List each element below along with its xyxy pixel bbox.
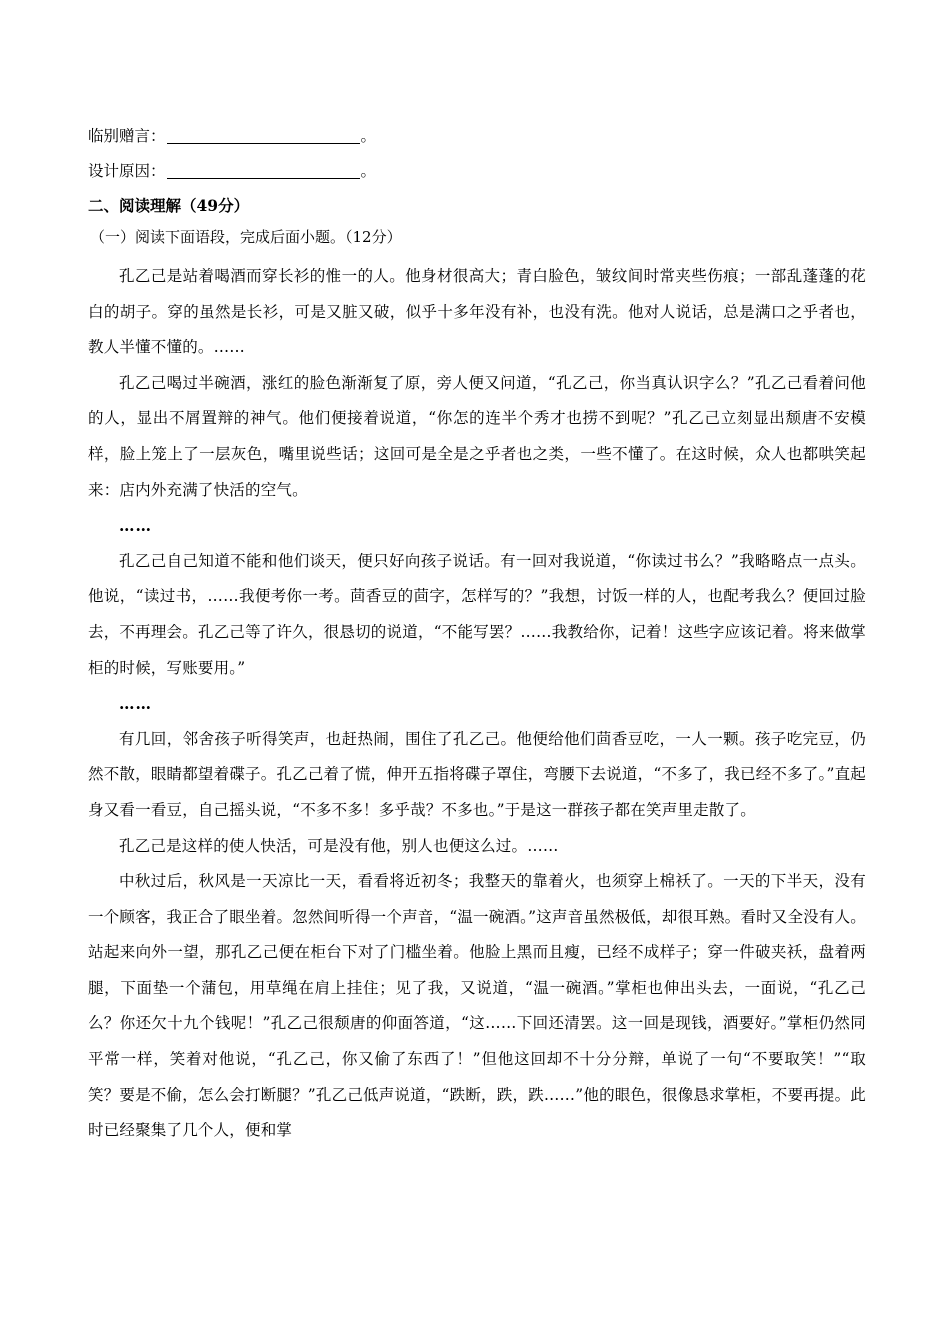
passage-paragraph-2: 孔乙己喝过半碗酒，涨红的脸色渐渐复了原，旁人便又问道，“孔乙己，你当真认识字么？”孔乙己看着问他的人，显出不屑置辩的神气。他们便接着说道，“你怎的连半个秀才也捞不到呢？”孔乙己立刻显出颓唐不安模样，脸上笼上了一层灰色，嘴里说些话；这回可是全是之乎者也之类，一些不懂了。在这时候，众人也都哄笑起来：店内外充满了快活的空气。: [88, 373, 866, 499]
passage-paragraph-4: 有几回，邻舍孩子听得笑声，也赶热闹，围住了孔乙己。他便给他们茴香豆吃，一人一颗。孩子吃完豆，仍然不散，眼睛都望着碟子。孔乙己着了慌，伸开五指将碟子罩住，弯腰下去说道，“不多了，我已经不多了。”直起身又看一看豆，自己摇头说，“不多不多！多乎哉？不多也。”于是这一群孩子都在笑声里走散了。: [88, 729, 866, 819]
design-reason-blank[interactable]: [167, 160, 360, 179]
design-reason-field: [88, 159, 866, 183]
farewell-message-blank[interactable]: [167, 125, 360, 144]
farewell-message-label: 临别赠言：: [88, 127, 166, 145]
section-title: 二、阅读理解（49分）: [88, 196, 250, 215]
passage-paragraph-3: 孔乙己自己知道不能和他们谈天，便只好向孩子说话。有一回对我说道，“你读过书么？”我略略点一点头。他说，“读过书，……我便考你一考。茴香豆的茴字，怎样写的？”我想，讨饭一样的人，也配考我么？便回过脸去，不再理会。孔乙己等了许久，很恳切的说道，“不能写罢？……我教给你，记着！这些字应该记着。将来做掌柜的时候，写账要用。”: [88, 551, 866, 677]
passage-paragraph-1: 孔乙己是站着喝酒而穿长衫的惟一的人。他身材很高大；青白脸色，皱纹间时常夹些伤痕；一部乱蓬蓬的花白的胡子。穿的虽然是长衫，可是又脏又破，似乎十多年没有补，也没有洗。他对人说话，总是满口之乎者也，教人半懂不懂的。……: [88, 267, 866, 357]
farewell-message-end: 。: [360, 127, 377, 145]
passage-separator-2: ……: [119, 694, 152, 714]
farewell-message-field: [88, 124, 866, 148]
design-reason-end: 。: [360, 162, 377, 180]
section-subtitle: （一）阅读下面语段，完成后面小题。（12分）: [90, 228, 402, 246]
design-reason-label: 设计原因：: [88, 162, 166, 180]
passage-paragraph-6: 中秋过后，秋风是一天凉比一天，看看将近初冬；我整天的靠着火，也须穿上棉袄了。一天的下半天，没有一个顾客，我正合了眼坐着。忽然间听得一个声音，“温一碗酒。”这声音虽然极低，却很耳熟。看时又全没有人。站起来向外一望，那孔乙己便在柜台下对了门槛坐着。他脸上黑而且瘦，已经不成样子；穿一件破夹袄，盘着两腿，下面垫一个蒲包，用草绳在肩上挂住；见了我，又说道，“温一碗酒。”掌柜也伸出头去，一面说，“孔乙己么？你还欠十九个钱呢！”孔乙己很颓唐的仰面答道，“这……下回还清罢。这一回是现钱，酒要好。”掌柜仍然同平常一样，笑着对他说，“孔乙己，你又偷了东西了！”但他这回却不十分分辩，单说了一句“不要取笑！”“取笑？要是不偷，怎么会打断腿？”孔乙己低声说道，“跌断，跌，跌……”他的眼色，很像恳求掌柜，不要再提。此时已经聚集了几个人，便和掌: [88, 872, 866, 1140]
passage-separator-1: ……: [119, 516, 152, 536]
document-page: [88, 124, 866, 1149]
passage-paragraph-5: 孔乙己是这样的使人快活，可是没有他，别人也便这么过。……: [119, 836, 559, 855]
